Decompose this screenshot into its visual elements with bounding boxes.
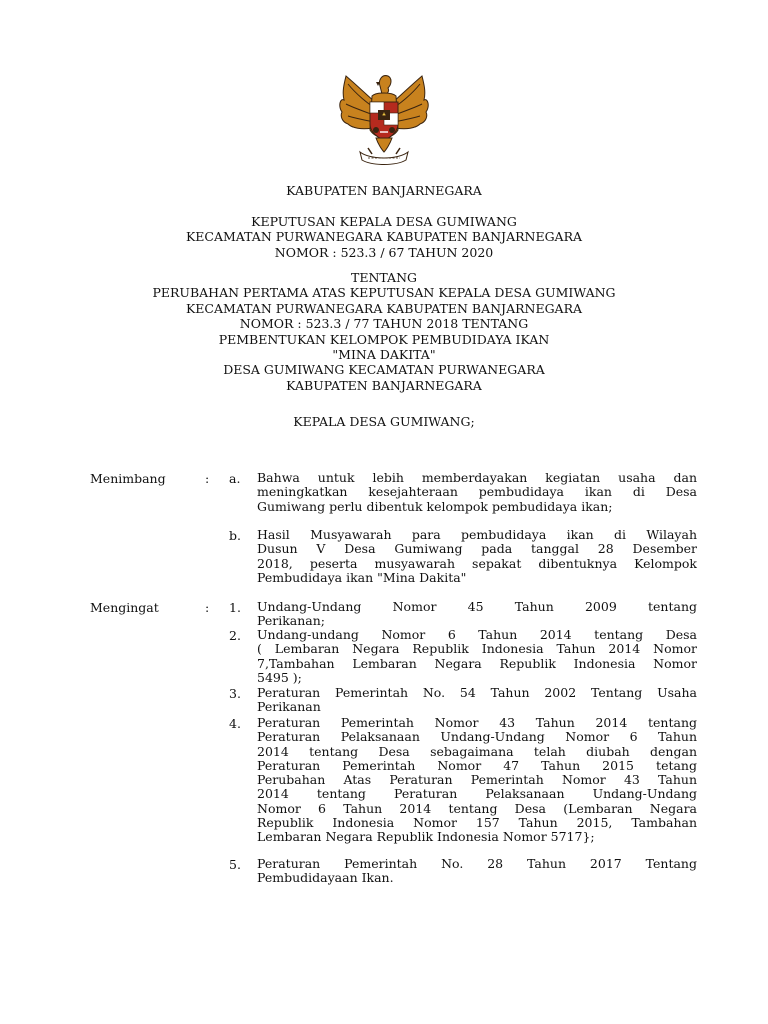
mengingat-item-marker: 3. <box>229 686 241 701</box>
mengingat-item-3: Peraturan Pemerintah No. 54 Tahun 2002 Tentang Usaha Perikanan <box>257 685 697 715</box>
menimbang-item-marker: b. <box>229 528 241 543</box>
mengingat-item-marker: 4. <box>229 716 241 731</box>
about-line: KECAMATAN PURWANEGARA KABUPATEN BANJARNEGARA <box>185 300 583 316</box>
mengingat-item-4: Peraturan Pemerintah Nomor 43 Tahun 2014 tentang Peraturan Pelaksanaan Undang-Undang Nomor 6 Tahun 2014 tentang Desa sebagaimana telah diubah dengan Peraturan Pemerintah Nomor 47 Tahun 2015 tetang Perubahan Atas Peraturan Pemerintah Nomor 43 Tahun 2014 tentang Peraturan Pelaksanaan Undang-Undang Nomor 6 Tahun 2014 tentang Desa (Lembaran Negara Republik Indonesia Nomor 157 Tahun 2015, Tambahan Lembaran Negara Republik Indonesia Nomor 5717}; <box>257 715 697 845</box>
about-line: PERUBAHAN PERTAMA ATAS KEPUTUSAN KEPALA DESA GUMIWANG <box>152 285 616 301</box>
mengingat-item-marker: 1. <box>229 600 241 615</box>
about-line: TENTANG <box>350 270 417 285</box>
menimbang-item-marker: a. <box>229 471 241 486</box>
decree-line: KEPUTUSAN KEPALA DESA GUMIWANG <box>251 214 517 229</box>
menimbang-label: Menimbang <box>90 471 166 486</box>
about-line: KABUPATEN BANJARNEGARA <box>286 377 482 393</box>
garuda-emblem <box>332 70 436 170</box>
menimbang-item-a: Bahwa untuk lebih memberdayakan kegiatan usaha dan meningkatkan kesejahteraan pembudidaya ikan di Desa Gumiwang perlu dibentuk kelompok pembudidaya ikan; <box>257 470 697 514</box>
decree-line: KECAMATAN PURWANEGARA KABUPATEN BANJARNEGARA <box>185 229 583 245</box>
mengingat-label: Mengingat <box>90 600 159 615</box>
mengingat-item-5: Peraturan Pemerintah No. 28 Tahun 2017 Tentang Pembudidayaan Ikan. <box>257 856 697 886</box>
mengingat-item-1: Undang-Undang Nomor 45 Tahun 2009 tentang Perikanan; <box>257 599 697 629</box>
mengingat-item-marker: 5. <box>229 857 241 872</box>
about-line: DESA GUMIWANG KECAMATAN PURWANEGARA <box>223 362 545 378</box>
about-heading <box>0 270 768 393</box>
decree-line: NOMOR : 523.3 / 67 TAHUN 2020 <box>274 244 494 260</box>
menimbang-colon: : <box>205 471 210 486</box>
mengingat-colon: : <box>205 600 210 615</box>
decree-heading <box>0 214 768 260</box>
official-heading: KEPALA DESA GUMIWANG; <box>293 414 475 429</box>
mengingat-item-marker: 2. <box>229 628 241 643</box>
about-line: NOMOR : 523.3 / 77 TAHUN 2018 TENTANG <box>239 316 529 332</box>
about-line: PEMBENTUKAN KELOMPOK PEMBUDIDAYA IKAN <box>218 331 550 347</box>
about-line: "MINA DAKITA" <box>332 346 436 362</box>
mengingat-item-2: Undang-undang Nomor 6 Tahun 2014 tentang Desa ( Lembaran Negara Republik Indonesia Tahun 2014 Nomor 7,Tambahan Lembaran Negara Republik Indonesia Nomor 5495 ); <box>257 627 697 685</box>
regency-heading: KABUPATEN BANJARNEGARA <box>286 183 482 198</box>
menimbang-item-b: Hasil Musyawarah para pembudidaya ikan di Wilayah Dusun V Desa Gumiwang pada tanggal 28 Desember 2018, peserta musyawarah sepakat dibentuknya Kelompok Pembudidaya ikan "Mina Dakita" <box>257 527 697 585</box>
